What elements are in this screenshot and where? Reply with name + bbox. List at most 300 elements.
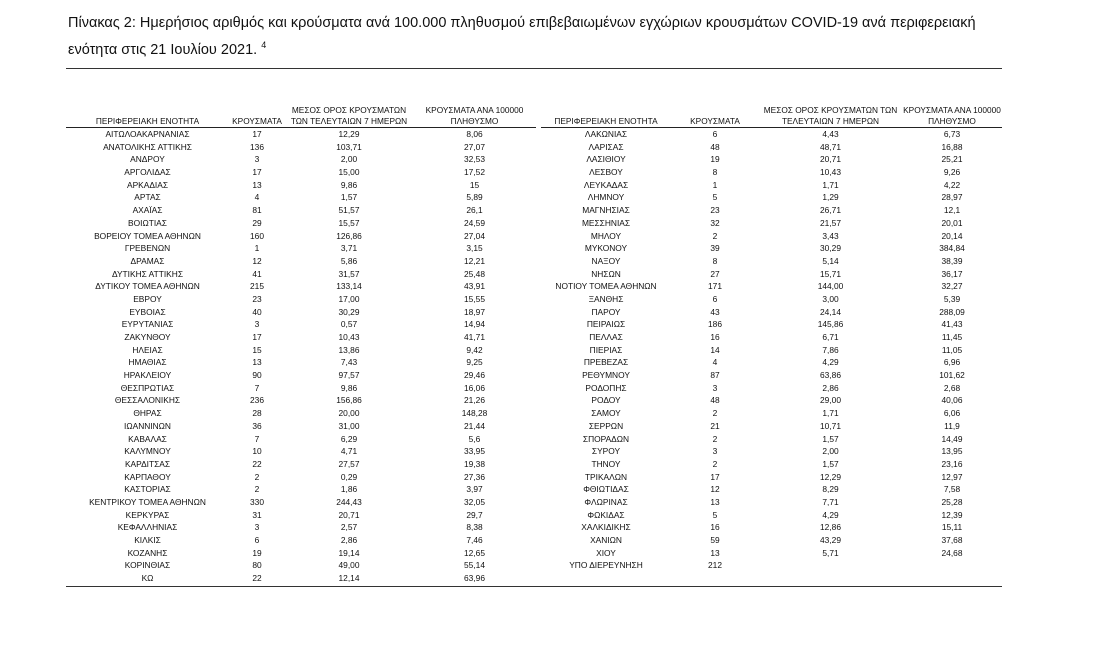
cell-per100k: 29,7 <box>466 509 483 520</box>
cell-cases: 5 <box>712 192 718 203</box>
cell-per100k: 26,1 <box>466 205 483 216</box>
cell-region: ΚΕΡΚΥΡΑΣ <box>125 509 170 520</box>
cell-cases: 81 <box>252 205 262 216</box>
cell-cases: 48 <box>710 141 720 152</box>
cell-per100k: 63,96 <box>464 573 485 584</box>
table-row <box>66 547 536 560</box>
table-row <box>541 433 1002 446</box>
cell-cases: 8 <box>712 167 718 178</box>
cell-cases: 3 <box>254 319 260 330</box>
cell-cases: 12 <box>710 484 720 495</box>
table-row <box>66 483 536 496</box>
table-row <box>541 547 1002 560</box>
cell-cases: 80 <box>252 560 262 571</box>
cell-per100k: 11,05 <box>941 344 963 355</box>
cell-cases: 3 <box>254 154 260 165</box>
cell-region: ΕΥΒΟΙΑΣ <box>129 306 166 317</box>
cell-per100k: 41,43 <box>941 319 963 330</box>
cell-per100k: 5,6 <box>468 433 481 444</box>
header-avg7: ΜΕΣΟΣ ΟΡΟΣ ΚΡΟΥΣΜΑΤΩΝ ΤΩΝ ΤΕΛΕΥΤΑΙΩΝ 7 ΗΜΕΡΩΝ <box>763 105 898 126</box>
cell-region: ΚΑΡΠΑΘΟΥ <box>124 471 171 482</box>
table-row <box>541 293 1002 306</box>
table-row <box>541 483 1002 496</box>
cell-avg7: 1,86 <box>340 484 358 495</box>
cell-per100k: 8,06 <box>466 129 483 139</box>
cell-region: ΚΟΡΙΝΘΙΑΣ <box>124 560 171 571</box>
table-row <box>66 191 536 204</box>
cell-avg7: 1,29 <box>822 192 839 203</box>
cell-avg7: 12,29 <box>820 471 841 482</box>
cell-per100k: 21,26 <box>464 395 485 406</box>
cell-avg7: 1,71 <box>822 408 839 419</box>
cell-region: ΝΑΞΟΥ <box>591 255 621 266</box>
cell-avg7: 9,86 <box>340 382 358 393</box>
table-row <box>541 458 1002 471</box>
cell-per100k: 24,59 <box>464 217 485 228</box>
table-row <box>66 344 536 357</box>
table-row <box>66 204 536 217</box>
cell-cases: 32 <box>710 217 720 228</box>
table-row <box>66 179 536 192</box>
table-row <box>66 369 536 382</box>
cell-cases: 27 <box>710 268 720 279</box>
table-row <box>66 534 536 547</box>
table-row <box>66 331 536 344</box>
cell-cases: 1 <box>712 179 718 190</box>
cell-region: ΗΡΑΚΛΕΙΟΥ <box>123 370 172 381</box>
cell-per100k: 20,14 <box>941 230 963 241</box>
cell-cases: 3 <box>712 382 718 393</box>
table-row <box>66 242 536 255</box>
table-row <box>66 559 536 572</box>
cell-cases: 3 <box>712 446 718 457</box>
cell-cases: 6 <box>254 535 260 545</box>
table-row <box>541 496 1002 509</box>
cell-cases: 19 <box>710 154 720 165</box>
table-body-left <box>66 128 536 585</box>
cell-avg7: 30,29 <box>820 243 841 254</box>
cell-avg7: 0,29 <box>340 471 358 482</box>
table-header-right <box>541 88 1002 128</box>
header-region: ΠΕΡΙΦΕΡΕΙΑΚΗ ΕΝΟΤΗΤΑ <box>95 116 200 126</box>
cell-cases: 36 <box>252 420 262 431</box>
cell-cases: 16 <box>710 332 720 342</box>
table-row <box>66 420 536 433</box>
cell-avg7: 2,86 <box>340 535 358 545</box>
cell-per100k: 12,97 <box>941 471 963 482</box>
cell-region: ΚΑΣΤΟΡΙΑΣ <box>124 484 171 495</box>
cell-per100k: 20,01 <box>941 217 963 228</box>
table-row <box>66 255 536 268</box>
cell-avg7: 13,86 <box>338 344 360 355</box>
table-row <box>541 521 1002 534</box>
cell-region: ΓΡΕΒΕΝΩΝ <box>124 243 171 254</box>
cell-cases: 2 <box>254 484 260 495</box>
cell-per100k: 6,73 <box>943 129 961 139</box>
cell-region: ΝΗΣΩΝ <box>591 268 621 279</box>
cell-avg7: 103,71 <box>336 141 362 152</box>
cell-cases: 31 <box>252 509 262 520</box>
cell-per100k: 2,68 <box>943 382 961 393</box>
cell-avg7: 4,71 <box>340 446 358 457</box>
cell-per100k: 11,9 <box>944 420 960 431</box>
cell-per100k: 12,39 <box>941 509 963 520</box>
cell-region: ΚΕΝΤΡΙΚΟΥ ΤΟΜΕΑ ΑΘΗΝΩΝ <box>89 496 206 507</box>
table-row <box>541 534 1002 547</box>
cell-region: ΡΕΘΥΜΝΟΥ <box>582 370 630 381</box>
table-row <box>66 407 536 420</box>
table-row <box>541 141 1002 154</box>
cell-region: ΛΗΜΝΟΥ <box>587 192 625 203</box>
cell-region: ΑΡΤΑΣ <box>134 192 161 203</box>
cell-region: ΧΑΛΚΙΔΙΚΗΣ <box>581 522 631 533</box>
cell-cases: 136 <box>250 141 264 152</box>
table-row <box>541 369 1002 382</box>
cell-cases: 17 <box>252 129 262 139</box>
table-right <box>541 88 1002 572</box>
cell-region: ΦΛΩΡΙΝΑΣ <box>584 496 628 507</box>
cell-cases: 13 <box>252 179 262 190</box>
table-row <box>541 153 1002 166</box>
cell-cases: 2 <box>712 408 718 419</box>
cell-avg7: 31,57 <box>338 268 360 279</box>
cell-cases: 16 <box>710 522 720 533</box>
cell-region: ΘΗΡΑΣ <box>133 408 162 419</box>
cell-region: ΚΑΛΥΜΝΟΥ <box>124 446 171 457</box>
cell-region: ΧΙΟΥ <box>596 547 616 558</box>
cell-avg7: 26,71 <box>820 205 841 216</box>
table-row <box>66 153 536 166</box>
cell-region: ΣΑΜΟΥ <box>591 408 621 419</box>
cell-avg7: 2,57 <box>340 522 358 533</box>
table-row <box>541 344 1002 357</box>
table-row <box>66 521 536 534</box>
cell-avg7: 20,00 <box>338 408 360 419</box>
cell-avg7: 4,29 <box>822 509 839 520</box>
table-row <box>541 242 1002 255</box>
cell-cases: 13 <box>710 547 720 558</box>
cell-cases: 330 <box>250 496 264 507</box>
cell-cases: 17 <box>252 332 262 342</box>
cell-cases: 236 <box>250 395 264 406</box>
table-row <box>541 356 1002 369</box>
cell-cases: 2 <box>712 230 718 241</box>
cell-cases: 3 <box>254 522 260 533</box>
cell-region: ΕΒΡΟΥ <box>133 293 162 304</box>
cell-per100k: 288,09 <box>939 306 965 317</box>
cell-per100k: 29,46 <box>464 370 485 381</box>
cell-avg7: 12,14 <box>338 573 360 584</box>
cell-avg7: 10,71 <box>820 420 841 431</box>
cell-region: ΜΥΚΟΝΟΥ <box>584 243 628 254</box>
cell-avg7: 1,71 <box>822 179 839 190</box>
cell-cases: 7 <box>254 433 260 444</box>
cell-per100k: 27,36 <box>464 471 485 482</box>
cell-region: ΜΑΓΝΗΣΙΑΣ <box>582 205 630 216</box>
cell-per100k: 13,95 <box>941 446 963 457</box>
table-row <box>541 280 1002 293</box>
table-row <box>66 128 536 141</box>
cell-region: ΦΘΙΩΤΙΔΑΣ <box>583 484 629 495</box>
cell-avg7: 6,71 <box>822 332 839 342</box>
cell-region: ΔΡΑΜΑΣ <box>130 255 165 266</box>
cell-cases: 4 <box>712 357 718 368</box>
cell-per100k: 15 <box>469 179 480 190</box>
cell-avg7: 4,43 <box>822 129 839 139</box>
header-region: ΠΕΡΙΦΕΡΕΙΑΚΗ ΕΝΟΤΗΤΑ <box>554 116 658 126</box>
cell-avg7: 144,00 <box>817 281 844 292</box>
cell-avg7: 244,43 <box>336 496 362 507</box>
cell-avg7: 20,71 <box>338 509 360 520</box>
table-row <box>66 496 536 509</box>
table-row <box>66 318 536 331</box>
cell-cases: 41 <box>252 268 262 279</box>
cell-region: ΠΕΙΡΑΙΩΣ <box>586 319 626 330</box>
cell-cases: 43 <box>710 306 720 317</box>
cell-avg7: 30,29 <box>338 306 360 317</box>
cell-region: ΡΟΔΟΥ <box>591 395 621 406</box>
cell-per100k: 7,58 <box>943 484 961 495</box>
cell-avg7: 24,14 <box>820 306 841 317</box>
cell-cases: 160 <box>250 230 264 241</box>
cell-region: ΛΑΣΙΘΙΟΥ <box>586 154 626 165</box>
cell-cases: 13 <box>710 496 720 507</box>
cell-per100k: 40,06 <box>941 395 963 406</box>
table-row <box>66 471 536 484</box>
cell-cases: 23 <box>710 205 720 216</box>
table-row <box>66 572 536 585</box>
cell-cases: 40 <box>252 306 262 317</box>
table-row <box>66 382 536 395</box>
cell-avg7: 27,57 <box>338 458 360 469</box>
cell-region: ΣΕΡΡΩΝ <box>588 420 624 431</box>
cell-region: ΛΑΡΙΣΑΣ <box>588 141 624 152</box>
cell-per100k: 27,07 <box>464 141 485 152</box>
cell-per100k: 38,39 <box>941 255 963 266</box>
cell-per100k: 7,46 <box>466 535 483 545</box>
table-row <box>66 280 536 293</box>
cell-region: ΣΠΟΡΑΔΩΝ <box>582 433 630 444</box>
cell-per100k: 17,52 <box>464 167 485 178</box>
cell-region: ΤΡΙΚΑΛΩΝ <box>584 471 628 482</box>
cell-per100k: 12,1 <box>943 205 961 216</box>
cell-region: ΕΥΡΥΤΑΝΙΑΣ <box>121 319 174 330</box>
cell-cases: 13 <box>252 357 262 368</box>
table-row <box>541 559 1002 572</box>
table-row <box>541 471 1002 484</box>
table-row <box>541 166 1002 179</box>
cell-per100k: 21,44 <box>464 420 485 431</box>
table-row <box>541 306 1002 319</box>
cell-avg7: 7,71 <box>822 496 839 507</box>
cell-per100k: 25,48 <box>464 268 485 279</box>
cell-per100k: 9,25 <box>466 357 483 368</box>
cell-cases: 215 <box>250 281 264 292</box>
cell-region: ΞΑΝΘΗΣ <box>588 293 624 304</box>
cell-region: ΧΑΝΙΩΝ <box>590 535 622 545</box>
table-row <box>541 509 1002 522</box>
cell-region: ΘΕΣΠΡΩΤΙΑΣ <box>120 382 175 393</box>
table-row <box>541 268 1002 281</box>
cell-avg7: 9,86 <box>340 179 358 190</box>
cell-region: ΛΕΣΒΟΥ <box>589 167 623 178</box>
cell-avg7: 1,57 <box>822 458 839 469</box>
cell-avg7: 48,71 <box>820 141 841 152</box>
cell-region: ΛΑΚΩΝΙΑΣ <box>584 129 628 139</box>
cell-avg7: 49,00 <box>338 560 360 571</box>
table-row <box>66 230 536 243</box>
cell-avg7: 5,71 <box>822 547 839 558</box>
cell-per100k: 101,62 <box>939 370 965 381</box>
cell-cases: 4 <box>254 192 260 203</box>
table-row <box>66 356 536 369</box>
cell-cases: 23 <box>252 293 262 304</box>
cell-cases: 15 <box>252 344 262 355</box>
table-row <box>66 433 536 446</box>
cell-region: ΠΙΕΡΙΑΣ <box>589 344 623 355</box>
cell-cases: 39 <box>710 243 720 254</box>
cell-avg7: 10,43 <box>338 332 360 342</box>
cell-per100k: 12,65 <box>464 547 485 558</box>
cell-avg7: 2,86 <box>822 382 839 393</box>
cell-avg7: 12,86 <box>820 522 841 533</box>
cell-per100k: 19,38 <box>464 458 485 469</box>
cell-region: ΗΜΑΘΙΑΣ <box>128 357 167 368</box>
cell-avg7: 21,57 <box>820 217 841 228</box>
cell-cases: 7 <box>254 382 260 393</box>
cell-avg7: 51,57 <box>338 205 360 216</box>
cell-cases: 2 <box>712 433 718 444</box>
table-row <box>66 394 536 407</box>
cell-cases: 186 <box>708 319 722 330</box>
table-row <box>66 166 536 179</box>
cell-per100k: 32,05 <box>464 496 485 507</box>
table-row <box>541 407 1002 420</box>
cell-cases: 48 <box>710 395 720 406</box>
cell-avg7: 145,86 <box>817 319 844 330</box>
cell-region: ΠΕΛΛΑΣ <box>589 332 623 342</box>
table-caption <box>68 12 1028 61</box>
cell-region: ΙΩΑΝΝΙΝΩΝ <box>124 420 171 431</box>
cell-per100k: 41,71 <box>464 332 485 342</box>
table-row <box>541 128 1002 141</box>
cell-per100k: 14,94 <box>464 319 485 330</box>
cell-region: ΚΑΡΔΙΤΣΑΣ <box>124 458 171 469</box>
cell-region: ΜΕΣΣΗΝΙΑΣ <box>581 217 631 228</box>
table-row <box>541 420 1002 433</box>
cell-per100k: 9,42 <box>466 344 483 355</box>
cell-cases: 22 <box>252 458 262 469</box>
cell-region: ΔΥΤΙΚΟΥ ΤΟΜΕΑ ΑΘΗΝΩΝ <box>95 281 200 292</box>
cell-region: ΤΗΝΟΥ <box>591 458 621 469</box>
cell-cases: 29 <box>252 217 262 228</box>
cell-avg7: 0,57 <box>340 319 358 330</box>
cell-per100k: 27,04 <box>464 230 485 241</box>
header-avg7: ΜΕΣΟΣ ΟΡΟΣ ΚΡΟΥΣΜΑΤΩΝ ΤΩΝ ΤΕΛΕΥΤΑΙΩΝ 7 ΗΜΕΡΩΝ <box>290 105 408 126</box>
cell-cases: 10 <box>252 446 262 457</box>
cell-avg7: 3,00 <box>822 293 839 304</box>
cell-region: ΑΡΓΟΛΙΔΑΣ <box>124 167 171 178</box>
footnote-marker: 4 <box>261 40 267 50</box>
cell-avg7: 2,00 <box>822 446 839 457</box>
cell-per100k: 18,97 <box>464 306 485 317</box>
cell-per100k: 37,68 <box>941 535 963 545</box>
cell-cases: 59 <box>710 535 720 545</box>
cell-region: ΔΥΤΙΚΗΣ ΑΤΤΙΚΗΣ <box>111 268 183 279</box>
cell-per100k: 16,06 <box>464 382 485 393</box>
cell-region: ΑΝΑΤΟΛΙΚΗΣ ΑΤΤΙΚΗΣ <box>103 141 192 152</box>
cell-region: ΑΡΚΑΔΙΑΣ <box>126 179 169 190</box>
table-row <box>66 458 536 471</box>
cell-region: ΝΟΤΙΟΥ ΤΟΜΕΑ ΑΘΗΝΩΝ <box>555 281 657 292</box>
cell-region: ΘΕΣΣΑΛΟΝΙΚΗΣ <box>114 395 181 406</box>
cell-per100k: 16,88 <box>941 141 963 152</box>
cell-avg7: 7,43 <box>340 357 358 368</box>
cell-per100k: 43,91 <box>464 281 485 292</box>
cell-per100k: 6,06 <box>943 408 961 419</box>
header-per100k: ΚΡΟΥΣΜΑΤΑ ΑΝΑ 100000 ΠΛΗΘΥΣΜΟ <box>425 105 524 126</box>
table-row <box>541 255 1002 268</box>
cell-region: ΚΕΦΑΛΛΗΝΙΑΣ <box>117 522 178 533</box>
table-row <box>66 217 536 230</box>
table-left <box>66 88 536 585</box>
table-row <box>541 394 1002 407</box>
cell-cases: 22 <box>252 573 262 584</box>
cell-cases: 17 <box>710 471 720 482</box>
cell-avg7: 1,57 <box>822 433 839 444</box>
table-row <box>66 509 536 522</box>
cell-region: ΜΗΛΟΥ <box>590 230 622 241</box>
table-row <box>541 179 1002 192</box>
cell-avg7: 63,86 <box>820 370 841 381</box>
cell-region: ΡΟΔΟΠΗΣ <box>585 382 627 393</box>
table-row <box>66 141 536 154</box>
cell-region: ΑΙΤΩΛΟΑΚΑΡΝΑΝΙΑΣ <box>105 129 190 139</box>
cell-region: ΖΑΚΥΝΘΟΥ <box>124 332 171 342</box>
cell-region: ΒΟΙΩΤΙΑΣ <box>128 217 167 228</box>
table-row <box>66 306 536 319</box>
table-body-right <box>541 128 1002 572</box>
cell-cases: 171 <box>708 281 722 292</box>
cell-cases: 17 <box>252 167 262 178</box>
cell-region: ΚΑΒΑΛΑΣ <box>128 433 167 444</box>
cell-avg7: 6,29 <box>340 433 358 444</box>
cell-region: ΗΛΕΙΑΣ <box>132 344 163 355</box>
table-row <box>66 445 536 458</box>
cell-per100k: 6,96 <box>943 357 961 368</box>
cell-avg7: 29,00 <box>820 395 841 406</box>
table-row <box>541 445 1002 458</box>
header-per100k: ΚΡΟΥΣΜΑΤΑ ΑΝΑ 100000 ΠΛΗΘΥΣΜΟ <box>903 105 1001 126</box>
cell-per100k: 33,95 <box>464 446 485 457</box>
cell-avg7: 31,00 <box>338 420 360 431</box>
cell-cases: 19 <box>252 547 262 558</box>
table-row <box>541 318 1002 331</box>
table-row <box>541 204 1002 217</box>
cell-per100k: 25,28 <box>941 496 963 507</box>
cell-region: ΦΩΚΙΔΑΣ <box>587 509 625 520</box>
cell-per100k: 28,97 <box>941 192 963 203</box>
cell-region: ΑΧΑΪΑΣ <box>132 205 163 216</box>
cell-avg7: 2,00 <box>340 154 358 165</box>
cell-cases: 87 <box>710 370 720 381</box>
cell-per100k: 3,97 <box>466 484 483 495</box>
cell-per100k: 5,39 <box>943 293 961 304</box>
table-row <box>541 191 1002 204</box>
cell-avg7: 15,00 <box>338 167 360 178</box>
cell-avg7: 15,71 <box>820 268 841 279</box>
cell-per100k: 4,22 <box>943 179 961 190</box>
